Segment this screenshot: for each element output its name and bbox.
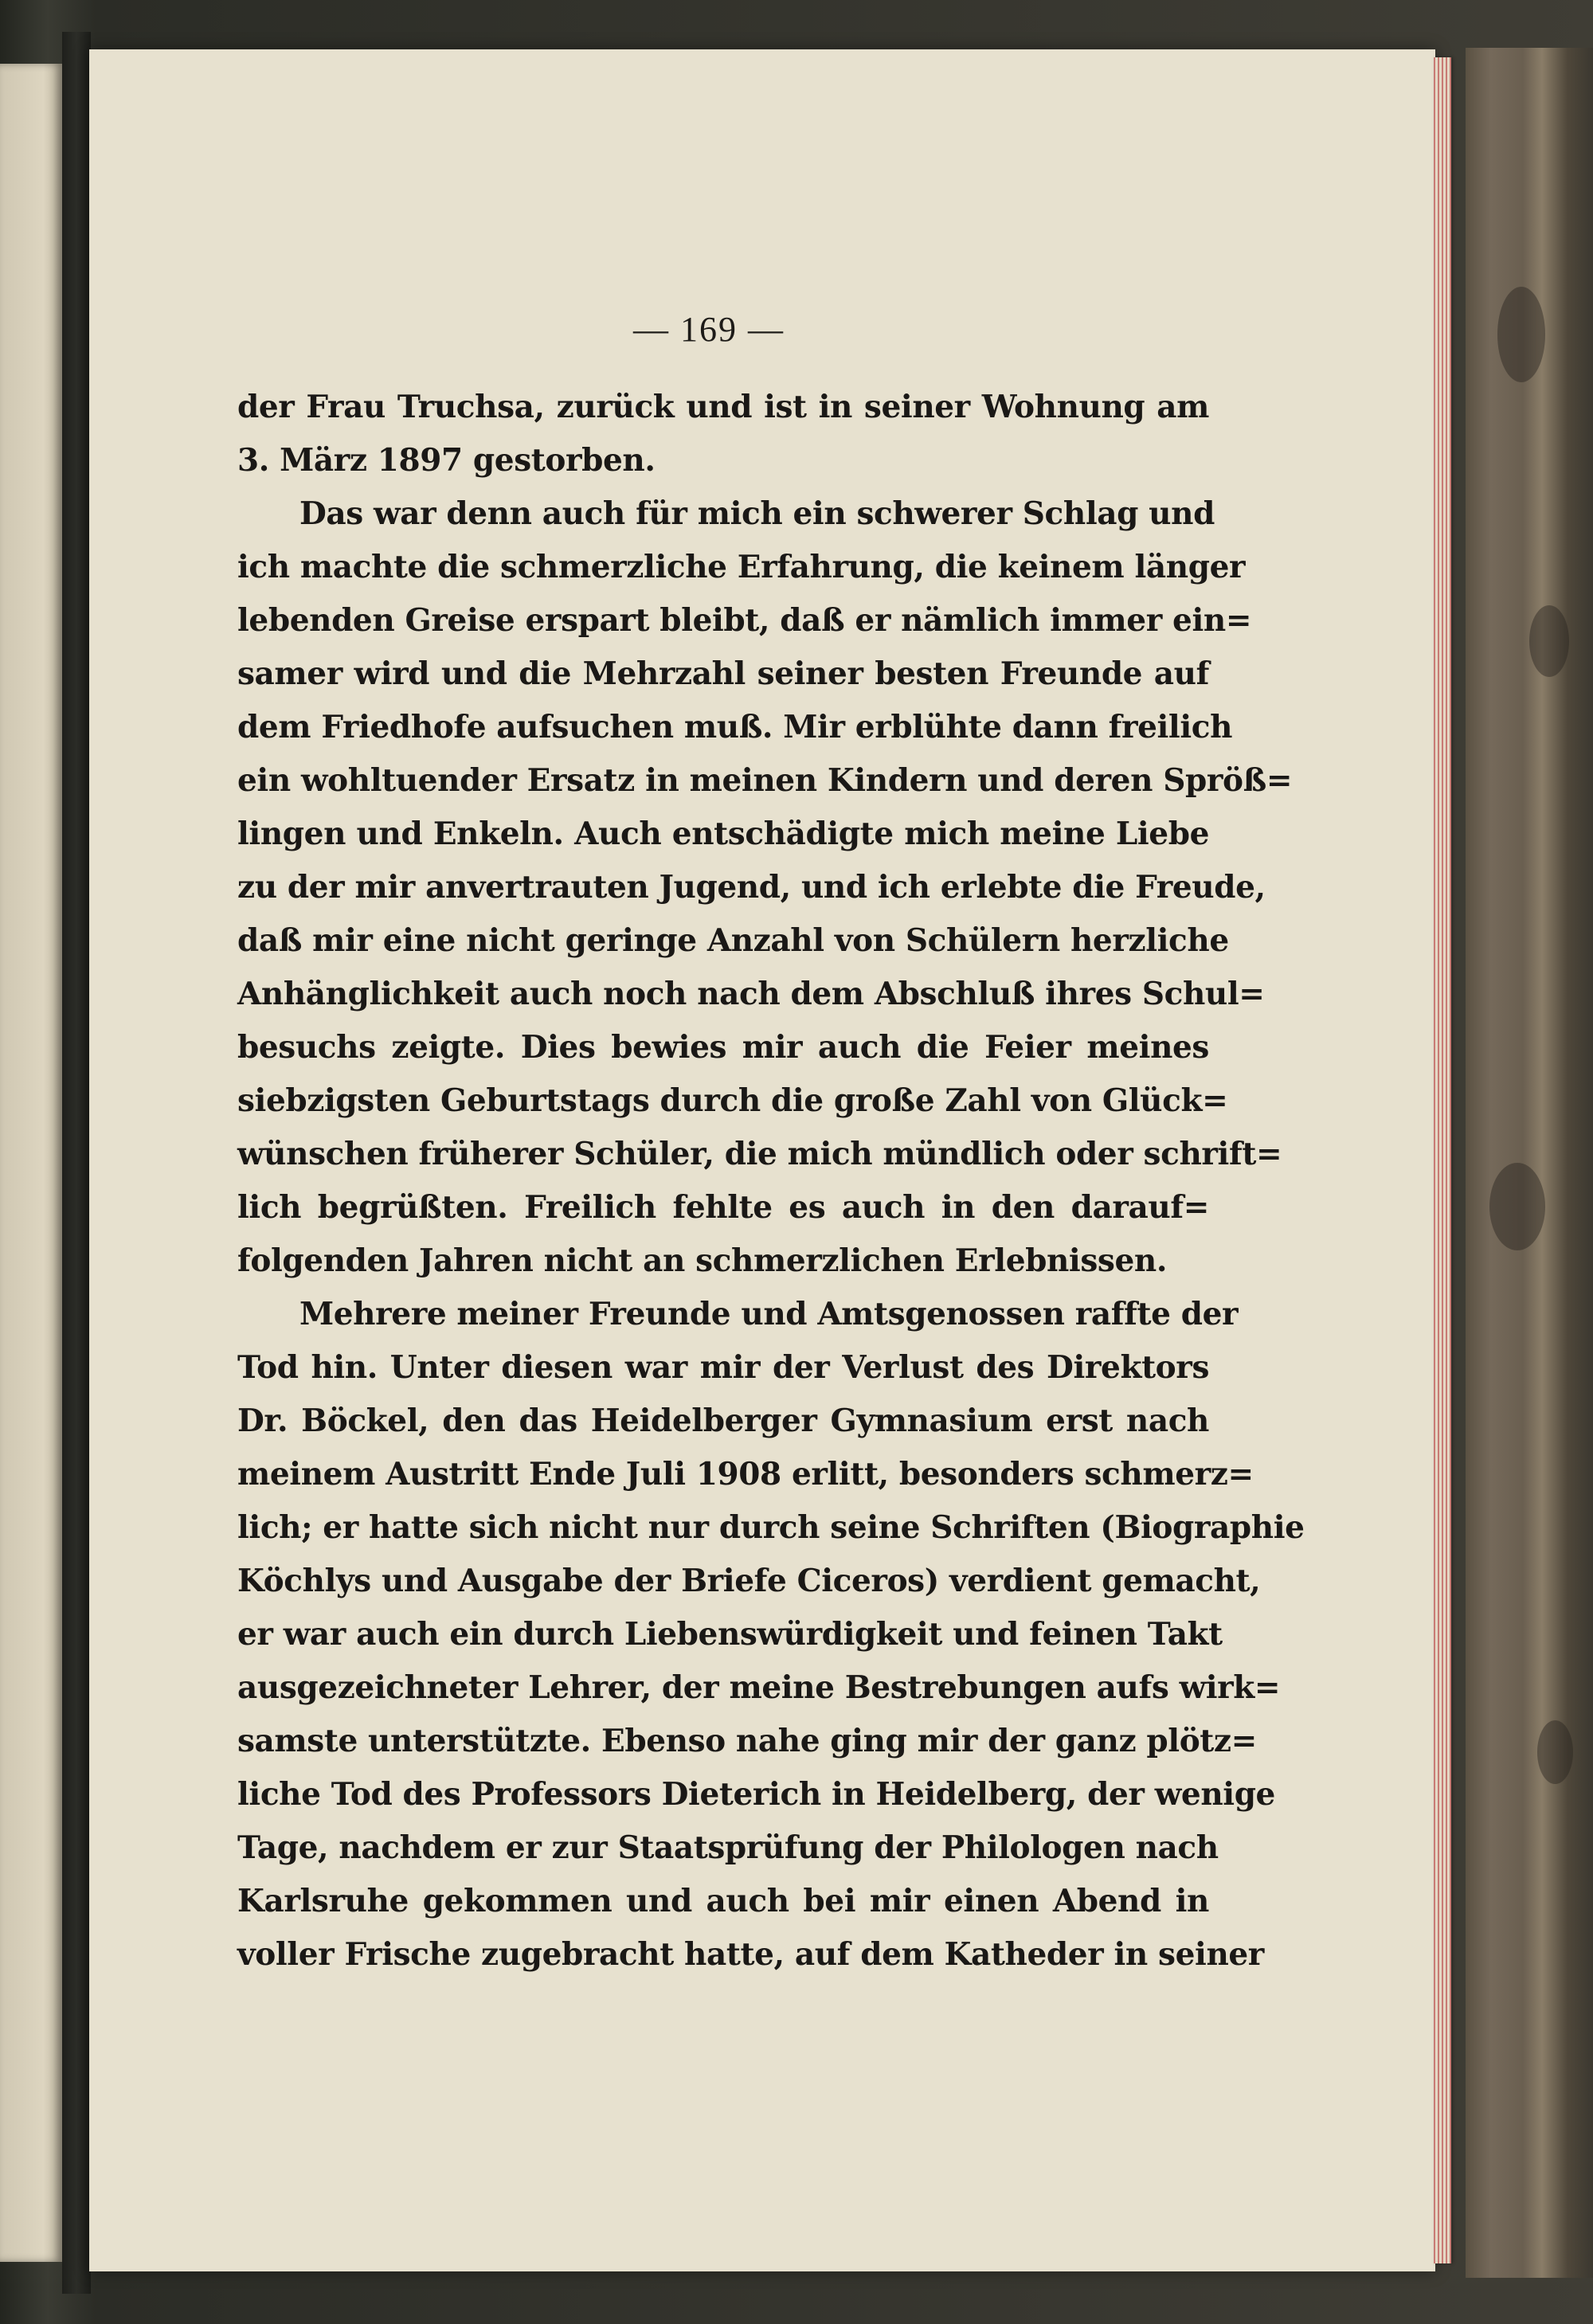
text-line: Tod hin. Unter diesen war mir der Verlust des Direktors	[237, 1349, 1209, 1386]
text-line: meinem Austritt Ende Juli 1908 erlitt, besonders schmerz=	[237, 1456, 1254, 1493]
text-line: 3. März 1897 gestorben.	[237, 442, 656, 479]
text-line: Tage, nachdem er zur Staatsprüfung der Philologen nach	[237, 1829, 1219, 1866]
body-text	[237, 381, 1305, 1982]
text-line: zu der mir anvertrauten Jugend, und ich erlebte die Freude,	[237, 869, 1266, 906]
text-line: ein wohltuender Ersatz in meinen Kindern und deren Spröß=	[237, 762, 1293, 799]
text-line: Köchlys und Ausgabe der Briefe Ciceros) verdient gemacht,	[237, 1563, 1261, 1599]
text-line: siebzigsten Geburtstags durch die große Zahl von Glück=	[237, 1082, 1228, 1119]
page-number: — 169 —	[633, 310, 785, 349]
text-line: liche Tod des Professors Dieterich in Heidelberg, der wenige	[237, 1776, 1275, 1813]
text-line: Karlsruhe gekommen und auch bei mir einen Abend in	[237, 1883, 1209, 1919]
text-line: lich begrüßten. Freilich fehlte es auch in den darauf=	[237, 1189, 1209, 1226]
text-line: Mehrere meiner Freunde und Amtsgenossen raffte der	[299, 1296, 1239, 1332]
text-line: lebenden Greise erspart bleibt, daß er nämlich immer ein=	[237, 602, 1252, 639]
text-line: er war auch ein durch Liebenswürdigkeit und feinen Takt	[237, 1616, 1223, 1653]
text-line: samer wird und die Mehrzahl seiner besten Freunde auf	[237, 655, 1209, 692]
text-line: Dr. Böckel, den das Heidelberger Gymnasium erst nach	[237, 1403, 1209, 1439]
text-line: ausgezeichneter Lehrer, der meine Bestrebungen aufs wirk=	[237, 1669, 1281, 1706]
marble-spot	[1497, 287, 1545, 382]
marbled-cover	[1466, 48, 1593, 2278]
facing-page-edge	[0, 64, 62, 2262]
text-line: ich machte die schmerzliche Erfahrung, die keinem länger	[237, 549, 1246, 585]
book-spine-gutter	[62, 32, 91, 2294]
marble-spot	[1489, 1163, 1545, 1250]
marble-spot	[1537, 1720, 1573, 1784]
text-line: wünschen früherer Schüler, die mich mündlich oder schrift=	[237, 1136, 1282, 1172]
text-line: dem Friedhofe aufsuchen muß. Mir erblühte dann freilich	[237, 709, 1233, 745]
text-line: lich; er hatte sich nicht nur durch seine Schriften (Biographie	[237, 1509, 1305, 1546]
text-line: der Frau Truchsa, zurück und ist in seiner Wohnung am	[237, 389, 1209, 425]
text-line: voller Frische zugebracht hatte, auf dem Katheder in seiner	[237, 1936, 1264, 1973]
text-line: daß mir eine nicht geringe Anzahl von Schülern herzliche	[237, 922, 1229, 959]
text-line: besuchs zeigte. Dies bewies mir auch die Feier meines	[237, 1029, 1209, 1066]
text-line: samste unterstützte. Ebenso nahe ging mir der ganz plötz=	[237, 1723, 1257, 1759]
text-line: Anhänglichkeit auch noch nach dem Abschluß ihres Schul=	[237, 976, 1265, 1012]
text-line: folgenden Jahren nicht an schmerzlichen Erlebnissen.	[237, 1242, 1168, 1279]
red-page-edges	[1434, 57, 1451, 2263]
marble-spot	[1529, 605, 1569, 677]
text-line: Das war denn auch für mich ein schwerer Schlag und	[299, 495, 1215, 532]
text-line: lingen und Enkeln. Auch entschädigte mich meine Liebe	[237, 816, 1209, 852]
